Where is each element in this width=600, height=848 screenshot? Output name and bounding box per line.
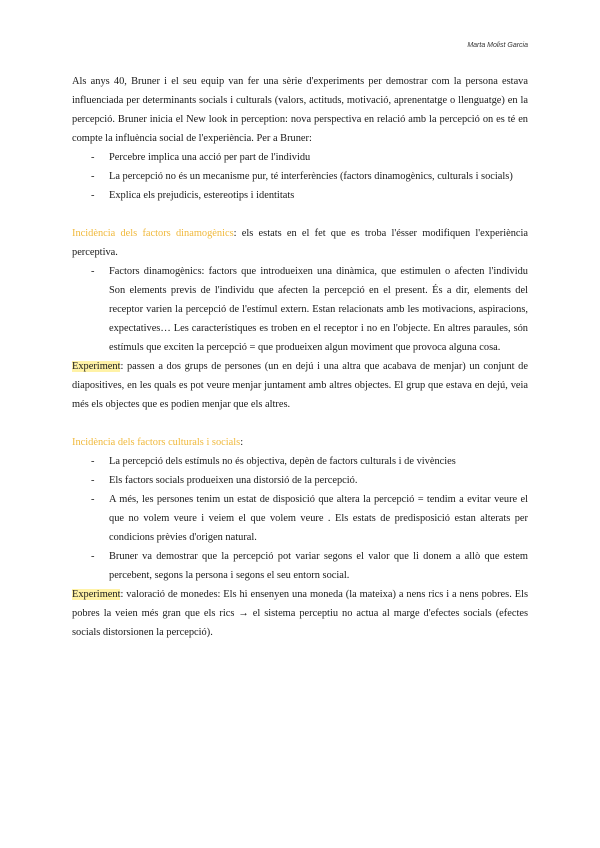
dynamogenic-bullet-list — [72, 262, 528, 357]
experiment-label: Experiment — [72, 589, 121, 600]
experiment-text: : passen a dos grups de persones (un en dejú i una altra que acabava de menjar) un conjunt de diapositives, en les quals es pot veure menjar juntament amb altres objectes. El grup que estava en dejú, veia més els objectes que es podien menjar que els altres. — [72, 361, 528, 410]
list-item: - Factors dinamogènics: factors que introdueixen una dinàmica, que estimulen o afecten l'individu Son elements previs de l'individu que afecten la percepció en el present. És a dir, elements del receptor varien la percepció de l'estímul extern. Estan relacionats amb les motivacions, aspiracions, expectatives… Les característiques es troben en el receptor i no en l'objecte. En altres paraules, són estímuls que exciten la percepció = que produeixen algun moviment que provoca alguna cosa. — [72, 262, 528, 357]
spacer — [72, 205, 528, 224]
document-body — [72, 72, 528, 642]
heading-text: : els estats en el fet que es troba l'ésser modifiquen l'experiència perceptiva. — [72, 228, 529, 258]
section-heading-dynamogenic: Incidència dels factors dinamogènics — [72, 228, 234, 239]
list-item: - Els factors socials produeixen una distorsió de la percepció. — [72, 471, 528, 490]
list-item: - Percebre implica una acció per part de l'individu — [72, 148, 528, 167]
list-item: - Explica els prejudicis, estereotips i identitats — [72, 186, 528, 205]
list-item: - La percepció no és un mecanisme pur, té interferències (factors dinamogènics, culturals i socials) — [72, 167, 528, 186]
intro-paragraph: Als anys 40, Bruner i el seu equip van fer una sèrie d'experiments per demostrar com la persona estava influenciada per determinants socials i culturals (valors, actituds, motivació, aprenentatge o llenguatge) en la percepció. Bruner inicia el New look in perception: nova perspectiva en relació amb la percepció on es té en compte la influència social de l'experiència. Per a Bruner: — [72, 76, 528, 144]
heading-text: : — [240, 437, 244, 448]
cultural-heading-paragraph — [72, 433, 528, 452]
list-item: - A més, les persones tenim un estat de disposició que altera la percepció = tendim a evitar veure el que no volem veure i veiem el que volem veure . Els estats de predisposició estan alterats per condicions prèvies d'origen natural. — [72, 490, 528, 547]
page-header-author: Marta Molist Garcia — [467, 42, 528, 49]
experiment-label: Experiment — [72, 361, 121, 372]
experiment-paragraph — [72, 585, 528, 642]
experiment-paragraph — [72, 357, 528, 414]
list-item: - Bruner va demostrar que la percepció pot variar segons el valor que li donem a allò que estem percebent, segons la persona i segons el seu entorn social. — [72, 547, 528, 585]
experiment-text: : valoració de monedes: Els hi ensenyen una moneda (la mateixa) a nens rics i a nens pobres. Els pobres la veien més gran que els rics → el sistema perceptiu no actua al marge d'efectes socials (efectes socials distorsionen la percepció). — [72, 589, 528, 638]
spacer — [72, 414, 528, 433]
dynamogenic-heading-paragraph — [72, 224, 528, 262]
section-heading-cultural: Incidència dels factors culturals i socials — [72, 437, 241, 448]
bruner-bullet-list — [72, 148, 528, 205]
cultural-bullet-list — [72, 452, 528, 585]
list-item: - La percepció dels estímuls no és objectiva, depèn de factors culturals i de vivències — [72, 452, 528, 471]
